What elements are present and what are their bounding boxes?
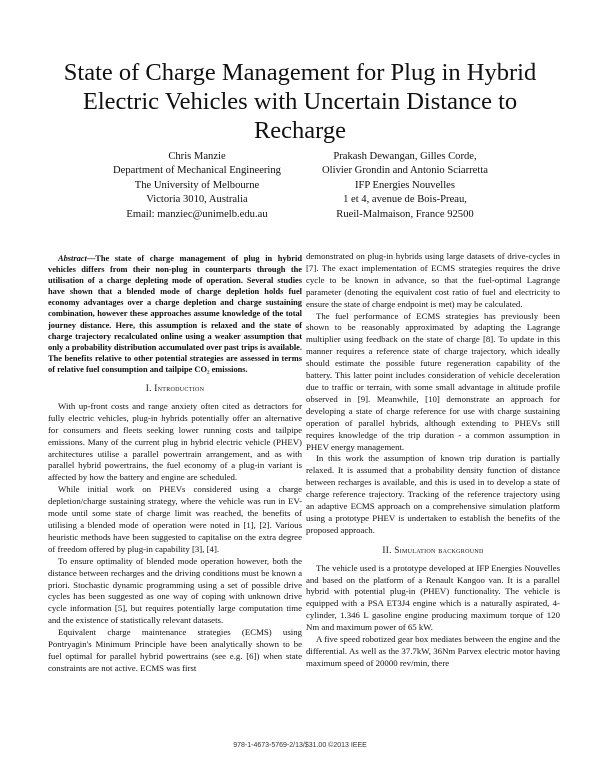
author-line: IFP Energies Nouvelles	[354, 179, 456, 191]
paragraph: The vehicle used is a prototype developed at IFP Energies Nouvelles and based on the platform of a Renault Kangoo van. It is a parallel hybrid with potential plug-in (PHEV) functionality. The vehicle is equipped with a PSA ET3J4 engine which is a naturally aspirated, 4-cylinder, 1.346 L gasoline engine producing maximum torque of 120 Nm and maximum power of 65 kW.	[306, 562, 560, 633]
author-block-ifp	[300, 150, 510, 222]
paragraph: While initial work on PHEVs considered using a charge depletion/charge sustaining strategy, where the vehicle was run in EV-mode until some state of charge limit was reached, the benefits of utilising a blended mode of operation were noted in [1], [2]. Various heuristic methods have been suggested to capitalise on the extra degree of freedom offered by plug-in capability [3], [4].	[48, 484, 302, 554]
section-heading-simulation: II. Simulation background	[382, 544, 484, 555]
paragraph: demonstrated on plug-in hybrids using large datasets of drive-cycles in [7]. The exact implementation of ECMS strategies requires the drive cycle to be known in advance, so that the fuel-optimal Lagrange parameter (denoting the equivalent cost ratio of fuel and electricity to ensure the state of charge endpoint is met) may be calculated.	[306, 251, 560, 309]
abstract-label: Abstract	[58, 254, 87, 263]
author-block-manzie	[92, 150, 302, 222]
paragraph: A five speed robotized gear box mediates between the engine and the differential. As well as the 37.7kW, 36Nm Parvex electric motor having maximum speed of 20000 rev/min, there	[306, 634, 560, 668]
right-column	[306, 251, 560, 670]
paper-title: State of Charge Management for Plug in Hybrid Electric Vehicles with Uncertain Distance to Recharge	[63, 59, 537, 144]
left-column	[48, 253, 302, 675]
author-email: Email: manziec@unimelb.edu.au	[126, 208, 268, 220]
author-line: The University of Melbourne	[134, 179, 260, 191]
author-line: 1 et 4, avenue de Bois-Preau,	[343, 194, 467, 206]
paragraph: The fuel performance of ECMS strategies has previously been shown to be reasonably approximated by adapting the Lagrange multiplier using feedback on the state of charge [8]. To update in this manner requires a reference state of charge trajectory, which ideally should estimate the possible future regeneration capability of the battery. This latter point includes consideration of vehicle deceleration due to traffic or terrain, with some small advantage in altitude profile observed in [9]. Meanwhile, [10] demonstrate an approach for developing a state of charge reference for use with charge sustaining operation of parallel hybrids, although extending to PHEVs still requires knowledge of the trip duration - a common assumption in PHEV energy management.	[306, 310, 560, 452]
author-line: Olivier Grondin and Antonio Sciarretta	[322, 165, 488, 177]
author-line: Rueil-Malmaison, France 92500	[336, 208, 474, 220]
author-line: Prakash Dewangan, Gilles Corde,	[333, 151, 477, 162]
abstract	[48, 253, 302, 375]
copyright-footer: 978-1-4673-5769-2/13/$31.00 ©2013 IEEE	[233, 742, 367, 749]
section-heading-introduction: I. Introduction	[145, 383, 205, 394]
paragraph: In this work the assumption of known trip duration is partially relaxed. It is assumed that a probability density function of distance between recharges is available, and this is used in to develop a state of charge reference trajectory. Tracking of the reference trajectory using an adaptive ECMS approach on a comprehensive simulation platform using a prototype PHEV is undertaken to establish the benefits of the proposed approach.	[306, 453, 560, 535]
abstract-text: —The state of charge management of plug in hybrid vehicles differs from their non-plug in counterparts through the utilisation of a charge depleting mode of operation. Several studies have shown that a blended mode of charge depletion holds fuel economy advantages over a charge depletion and charge sustaining combination, however these approaches assume knowledge of the total journey distance. Here, this assumption is relaxed and the state of charge trajectory recalculated online using a weaker assumption that only a probability distribution accumulated over past trips is available. The benefits relative to other potential strategies are assessed in terms of relative fuel consumption and tailpipe CO₂ emissions.	[48, 254, 302, 374]
author-line: Chris Manzie	[168, 151, 226, 162]
paragraph: With up-front costs and range anxiety often cited as detractors for fully electric vehicles, plug-in hybrids potentially offer an alternative for consumers and fleets seeking lower running costs and tailpipe emissions. Many of the current plug in hybrid electric vehicle (PHEV) architectures utilise a parallel powertrain arrangement, and as with parallel hybrid powertrains, the fuel economy of a plug-in variant is affected by how the battery and engine are scheduled.	[48, 400, 302, 483]
paragraph: Equivalent charge maintenance strategies (ECMS) using Pontryagin's Minimum Principle have been analytically shown to be fuel optimal for parallel hybrid powertrains (see e.g. [6]) when state constraints are not active. ECMS was first	[48, 627, 302, 673]
author-line: Victoria 3010, Australia	[146, 194, 248, 206]
author-line: Department of Mechanical Engineering	[113, 165, 281, 177]
paragraph: To ensure optimality of blended mode operation however, both the distance between recharges and the driving conditions must be known a priori. Stochastic dynamic programming using a set of possible drive cycles has been suggested as one way of coping with unknown drive cycle information [5], but requires potentially large computation time and the existence of statistically relevant datasets.	[48, 555, 302, 626]
